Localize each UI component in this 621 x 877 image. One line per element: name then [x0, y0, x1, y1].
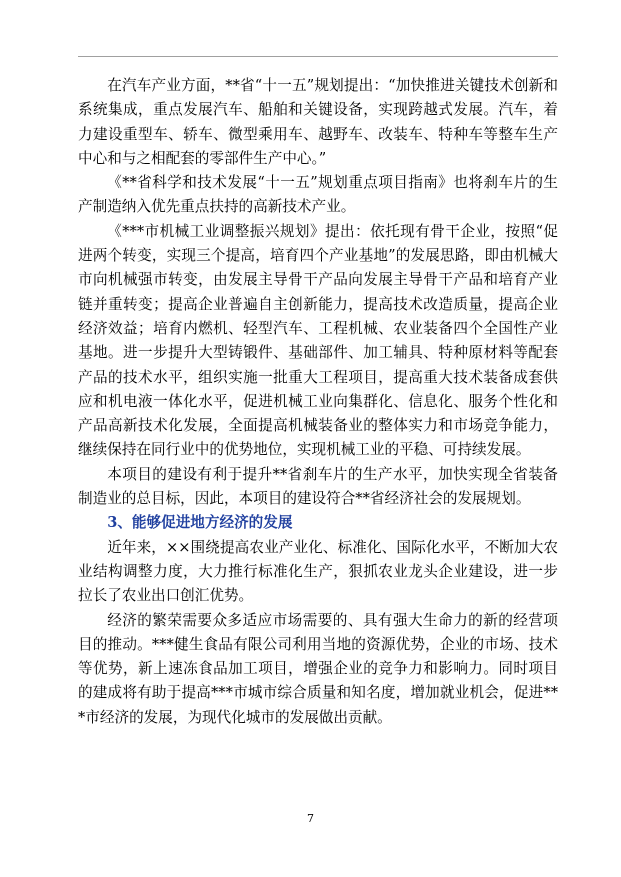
section-heading: 3、能够促进地方经济的发展 — [107, 514, 293, 532]
page-number: 7 — [307, 812, 314, 825]
paragraph-project-conformity: 本项目的建设有利于提升**省刹车片的生产水平，加快实现全省装备制造业的总目标，因此，本项目的建设符合**省经济社会的发展规划。 — [78, 465, 558, 508]
paragraph-economic-prosperity: 经济的繁荣需要众多适应市场需要的、具有强大生命力的新的经营项目的推动。***健生食品有限公司利用当地的资源优势，企业的市场、技术等优势，新上速冻食品加工项目，增强企业的竞争力和影响力。同时项目的建成将有助于提高***市城市综合质量和知名度，增加就业机会，促进***市经济的发展，为现代化城市的发展做出贡献。 — [78, 611, 558, 726]
paragraph-agriculture: 近年来，××围绕提高农业产业化、标准化、国际化水平，不断加大农业结构调整力度，大力推行标准化生产，狠抓农业龙头企业建设，进一步拉长了农业出口创汇优势。 — [78, 538, 558, 605]
paragraph-science-tech-guide: 《**省科学和技术发展“十一五”规划重点项目指南》也将刹车片的生产制造纳入优先重点扶持的高新技术产业。 — [78, 174, 558, 216]
document-body — [78, 74, 558, 730]
paragraph-machinery-plan: 《***市机械工业调整振兴规划》提出：依托现有骨干企业，按照“促进两个转变，实现三个提高，培育四个产业基地”的发展思路，即由机械大市向机械强市转变，由发展主导骨干产品向发展主导骨干产品和培育产业链并重转变；提高企业普遍自主创新能力，提高技术改造质量，提高企业经济效益；培育内燃机、轻型汽车、工程机械、农业装备四个全国性产业基地。进一步提升大型铸锻件、基础部件、加工辅具、特种原材料等配套产品的技术水平，组织实施一批重大工程项目，提高重大技术装备成套供应和机电液一体化水平，促进机械工业向集群化、信息化、服务个性化和产品高新技术化发展，全面提高机械装备业的整体实力和市场竞争能力，继续保持在同行业中的优势地位，实现机械工业的平稳、可持续发展。 — [78, 222, 558, 459]
paragraph-auto-industry-plan: 在汽车产业方面，**省“十一五”规划提出：“加快推进关键技术创新和系统集成，重点发展汽车、船舶和关键设备，实现跨越式发展。汽车，着力建设重型车、轿车、微型乘用车、越野车、改装车、特种车等整车生产中心和与之相配套的零部件生产中心。” — [78, 77, 558, 167]
header-rule — [78, 56, 558, 57]
